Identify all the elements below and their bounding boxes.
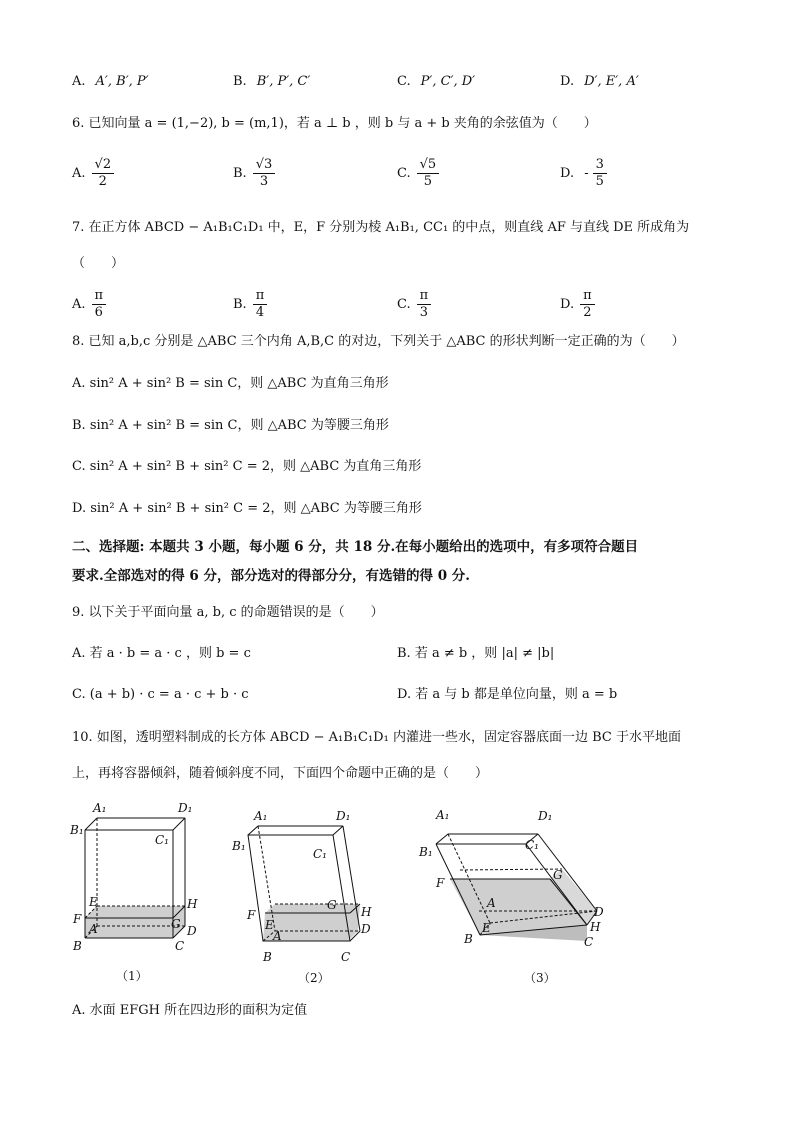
fig2-label-a1: A₁ bbox=[254, 809, 268, 823]
fig2-label-b: B bbox=[263, 950, 272, 964]
q5-option-c-text: P′, C′, D′ bbox=[420, 74, 476, 89]
fig3-label-d: D bbox=[594, 905, 604, 919]
q5-option-c bbox=[397, 72, 475, 92]
q6-option-d-num: 3 bbox=[593, 157, 607, 174]
fig1-water-top bbox=[85, 906, 185, 918]
section2-heading-line2: 要求.全部选对的得 6 分，部分选对的得部分分，有选错的得 0 分. bbox=[72, 568, 470, 584]
q8-option-d: D. sin² A + sin² B + sin² C = 2，则 △ABC 为等腰三角形 bbox=[72, 501, 422, 516]
q7-option-a-den: 6 bbox=[94, 305, 103, 320]
fig1-label-b: B bbox=[73, 939, 82, 953]
q6-option-d-fraction bbox=[593, 157, 607, 190]
q7-stem: 7. 在正方体 ABCD − A₁B₁C₁D₁ 中，E，F 分别为棱 A₁B₁, CC₁ 的中点，则直线 AF 与直线 DE 所成角为 bbox=[72, 220, 690, 235]
fig1-label-c1: C₁ bbox=[155, 833, 169, 847]
q9-option-a: A. 若 a · b = a · c ，则 b = c bbox=[72, 646, 251, 661]
fig1-label-f: F bbox=[73, 912, 82, 926]
q9-option-b: B. 若 a ≠ b ，则 |a| ≠ |b| bbox=[397, 646, 555, 661]
fig3-label-a: A bbox=[487, 896, 496, 910]
figure-2-tilted-box bbox=[231, 809, 372, 985]
q7-option-c-den: 3 bbox=[419, 305, 429, 320]
q6-option-c-den: 5 bbox=[423, 174, 433, 189]
q7-option-a-label: A. bbox=[72, 297, 86, 312]
fig3-label-a1: A₁ bbox=[436, 808, 450, 822]
q10-stem-line1: 10. 如图，透明塑料制成的长方体 ABCD − A₁B₁C₁D₁ 内灌进一些水，固定容器底面一边 BC 于水平地面 bbox=[72, 730, 681, 745]
q7-option-a-num: π bbox=[92, 288, 107, 305]
q7-option-b-fraction bbox=[253, 288, 268, 321]
q7-stem-paren: （ ） bbox=[72, 256, 125, 271]
fig1-caption: （1） bbox=[116, 969, 148, 983]
fig1-label-h: H bbox=[187, 897, 198, 911]
fig3-label-d1: D₁ bbox=[538, 809, 553, 823]
fig2-label-h: H bbox=[361, 905, 372, 919]
fig3-label-e: E bbox=[482, 921, 491, 935]
q7-option-c-label: C. bbox=[397, 297, 411, 312]
fig1-label-e: E bbox=[89, 895, 98, 909]
fig2-label-g: G bbox=[327, 898, 337, 912]
fig2-label-a: A bbox=[273, 929, 282, 943]
q7-option-b-den: 4 bbox=[255, 305, 265, 320]
q7-option-c-num: π bbox=[417, 288, 432, 305]
fig2-caption: （2） bbox=[298, 971, 330, 985]
q7-option-a-fraction bbox=[92, 288, 107, 321]
q5-option-a-text: A′, B′, P′ bbox=[95, 74, 149, 89]
q6-option-b-num: √3 bbox=[253, 157, 276, 174]
fig2-label-b1: B₁ bbox=[232, 839, 246, 853]
q5-option-a-label: A. bbox=[72, 74, 86, 89]
q8-option-c: C. sin² A + sin² B + sin² C = 2，则 △ABC 为直角三角形 bbox=[72, 459, 422, 474]
figure-3-tilted-box bbox=[418, 808, 604, 985]
fig2-label-e: E bbox=[265, 918, 274, 932]
q6-option-b-fraction bbox=[253, 157, 276, 190]
fig1-label-a1: A₁ bbox=[93, 801, 107, 815]
fig3-label-c1: C₁ bbox=[525, 838, 539, 852]
q6-option-b bbox=[233, 157, 275, 190]
fig1-label-d: D bbox=[187, 924, 197, 938]
q7-option-b-label: B. bbox=[233, 297, 247, 312]
q6-option-c-num: √5 bbox=[417, 157, 440, 174]
fig2-label-d1: D₁ bbox=[336, 809, 351, 823]
q10-stem-line2: 上，再将容器倾斜，随着倾斜度不同，下面四个命题中正确的是（ ） bbox=[72, 766, 489, 781]
q6-option-a bbox=[72, 157, 114, 190]
fig2-label-c: C bbox=[341, 950, 351, 964]
fig1-label-g: G bbox=[171, 917, 181, 931]
q6-option-d bbox=[560, 157, 607, 190]
q6-option-c bbox=[397, 157, 439, 190]
q6-option-b-den: 3 bbox=[259, 174, 269, 189]
q10-option-a: A. 水面 EFGH 所在四边形的面积为定值 bbox=[72, 1003, 308, 1018]
q5-option-d-label: D. bbox=[560, 74, 575, 89]
q7-option-d-den: 2 bbox=[583, 305, 592, 320]
fig3-label-c: C bbox=[584, 935, 594, 949]
fig3-label-g: G bbox=[553, 868, 563, 882]
q6-option-c-fraction bbox=[417, 157, 440, 190]
q9-option-c: C. (a + b) · c = a · c + b · c bbox=[72, 687, 249, 702]
q9-stem: 9. 以下关于平面向量 a, b, c 的命题错误的是（ ） bbox=[72, 605, 384, 620]
q7-option-d-num: π bbox=[580, 288, 595, 305]
fig1-label-a: A bbox=[89, 922, 98, 936]
q6-option-a-num: √2 bbox=[92, 157, 115, 174]
fig1-label-b1: B₁ bbox=[70, 823, 84, 837]
q6-option-d-sign: - bbox=[584, 166, 589, 181]
q6-option-d-den: 5 bbox=[595, 174, 604, 189]
q6-option-b-label: B. bbox=[233, 166, 247, 181]
section2-heading-line1: 二、选择题: 本题共 3 小题，每小题 6 分，共 18 分.在每小题给出的选项中，有多项符合题目 bbox=[72, 539, 639, 555]
q7-option-d bbox=[560, 288, 595, 321]
fig3-label-b: B bbox=[464, 932, 473, 946]
fig2-label-f: F bbox=[247, 908, 256, 922]
q8-stem: 8. 已知 a,b,c 分别是 △ABC 三个内角 A,B,C 的对边，下列关于 △ABC 的形状判断一定正确的为（ ） bbox=[72, 334, 685, 349]
q7-option-b-num: π bbox=[253, 288, 268, 305]
q7-option-d-fraction bbox=[580, 288, 595, 321]
q5-option-b-text: B′, P′, C′ bbox=[256, 74, 311, 89]
q8-option-a: A. sin² A + sin² B = sin C，则 △ABC 为直角三角形 bbox=[72, 376, 389, 391]
q7-option-d-label: D. bbox=[560, 297, 575, 312]
q5-option-c-label: C. bbox=[397, 74, 411, 89]
q7-option-c bbox=[397, 288, 431, 321]
q6-option-a-fraction bbox=[92, 157, 115, 190]
q7-option-b bbox=[233, 288, 267, 321]
q5-option-d-text: D′, E′, A′ bbox=[584, 74, 639, 89]
q5-option-d bbox=[560, 72, 639, 92]
q8-option-b: B. sin² A + sin² B = sin C，则 △ABC 为等腰三角形 bbox=[72, 418, 389, 433]
q6-option-a-den: 2 bbox=[98, 174, 107, 189]
fig3-label-f: F bbox=[436, 876, 445, 890]
fig3-label-b1: B₁ bbox=[419, 845, 433, 859]
figure-1-upright-box bbox=[69, 801, 198, 983]
q6-option-c-label: C. bbox=[397, 166, 411, 181]
q6-stem: 6. 已知向量 a = (1,−2), b = (m,1)，若 a ⊥ b ，则 b 与 a + b 夹角的余弦值为（ ） bbox=[72, 116, 597, 131]
fig2-label-d: D bbox=[361, 922, 371, 936]
q5-option-b-label: B. bbox=[233, 74, 247, 89]
q6-option-d-label: D. bbox=[560, 166, 575, 181]
q5-option-b bbox=[233, 72, 310, 92]
q10-figures bbox=[0, 790, 794, 1000]
fig1-water-front bbox=[85, 918, 173, 938]
fig3-label-h: H bbox=[590, 920, 601, 934]
q7-option-a bbox=[72, 288, 106, 321]
q5-option-a bbox=[72, 72, 149, 92]
fig2-label-c1: C₁ bbox=[313, 847, 327, 861]
fig1-label-c: C bbox=[175, 939, 185, 953]
q9-option-d: D. 若 a 与 b 都是单位向量，则 a = b bbox=[397, 687, 618, 702]
q7-option-c-fraction bbox=[417, 288, 432, 321]
fig3-caption: （3） bbox=[524, 971, 556, 985]
q6-option-a-label: A. bbox=[72, 166, 86, 181]
fig1-label-d1: D₁ bbox=[178, 801, 193, 815]
